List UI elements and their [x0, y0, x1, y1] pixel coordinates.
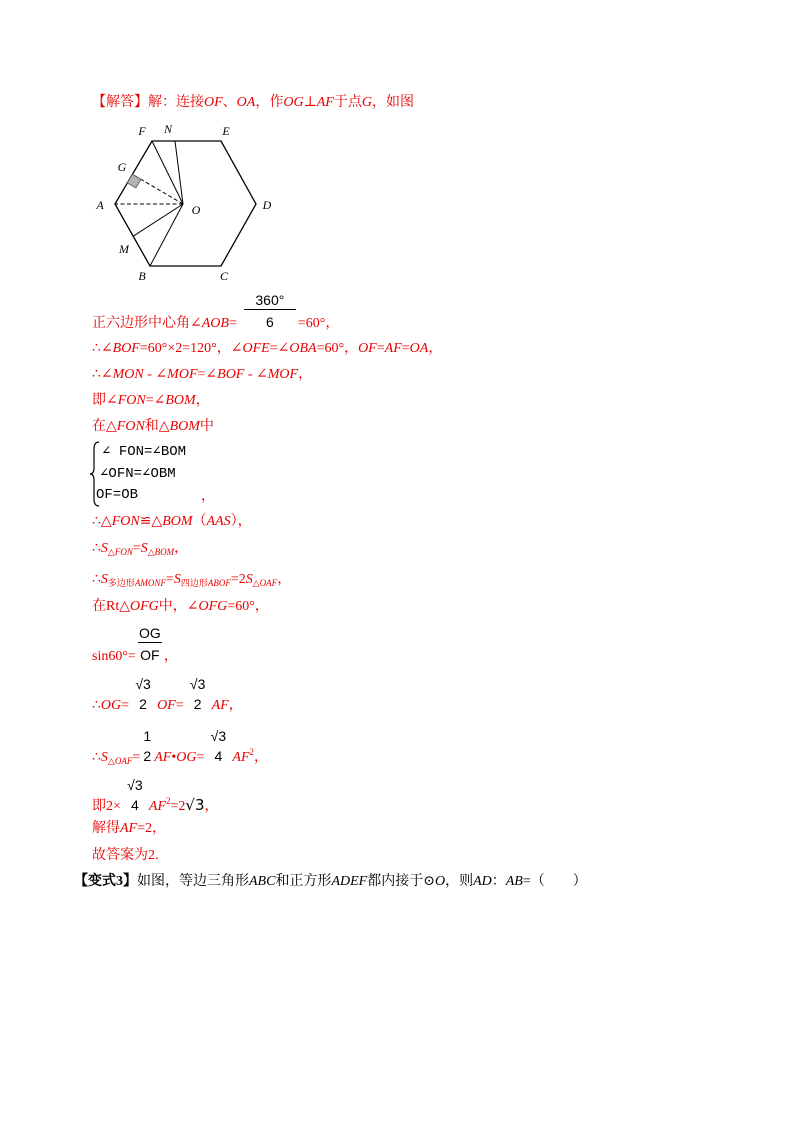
math-variable: OF: [204, 95, 223, 110]
answer-line: [92, 847, 159, 865]
polygon-area-line: [92, 571, 291, 592]
math-variable: OF: [157, 698, 176, 713]
text-run: ∴△: [92, 514, 112, 529]
fraction-denominator: 2: [193, 696, 202, 712]
text-run: ∴: [92, 541, 101, 556]
text-run: 都内接于⊙: [367, 874, 435, 889]
math-variable: OG: [100, 698, 122, 713]
segment-OM: [133, 204, 183, 236]
text-run: ∴: [92, 572, 101, 587]
congruence-line: [92, 513, 252, 531]
math-variable: AF: [211, 698, 229, 713]
fraction-denominator: 4: [131, 797, 139, 813]
angle-equality-line: [92, 392, 210, 410]
system-row-3: OF=OB: [96, 487, 139, 503]
fraction: [138, 625, 162, 664]
math-variable: OFE: [242, 341, 270, 356]
subscript: △FON: [107, 547, 133, 557]
text-run: ≌△: [139, 514, 163, 529]
text-run: ），: [230, 514, 252, 529]
answer-blank: =（ ）: [522, 874, 587, 889]
text-run: ：: [491, 874, 506, 889]
text-run: ，作: [255, 95, 284, 110]
fraction-numerator: √3: [210, 728, 227, 744]
math-variable: OG: [283, 95, 304, 110]
point-label-B: B: [138, 269, 146, 283]
point-label-D: D: [262, 198, 272, 212]
text-run: 在Rt△: [92, 599, 130, 614]
math-variable: BOM: [169, 419, 200, 434]
text-run: =60°，: [316, 341, 359, 356]
superscript: 2: [249, 747, 255, 757]
point-label-N: N: [163, 122, 173, 136]
fraction-denominator: 4: [214, 748, 223, 764]
og-length-line: [92, 676, 243, 715]
system-row-1: ∠ FON=∠BOM: [102, 444, 187, 460]
text-run: =2: [230, 572, 246, 587]
subscript: AMONF: [134, 578, 166, 588]
segment-OB: [150, 204, 183, 266]
triangles-intro-line: [92, 418, 214, 436]
text-run: ，: [298, 367, 313, 382]
point-label-F: F: [138, 124, 146, 138]
text-run: sin60°=: [92, 649, 136, 664]
text-run: =: [132, 750, 141, 765]
math-variable: S: [100, 572, 108, 587]
text-run: 【解答】解：连接: [92, 95, 204, 110]
text-run: ，: [195, 393, 210, 408]
area-equation-line: [92, 777, 219, 816]
segment-OF: [152, 141, 183, 204]
text-run: =: [121, 698, 130, 713]
fraction-numerator: 360°: [244, 292, 296, 310]
text-run: 中: [199, 419, 214, 434]
fraction: [123, 777, 147, 814]
math-variable: OG: [176, 750, 197, 765]
fraction-numerator: √3: [135, 676, 151, 692]
system-tail-comma: ，: [201, 489, 215, 504]
text-run: 和正方形: [275, 874, 332, 889]
math-variable: ADEF: [331, 874, 368, 889]
math-variable: FON: [116, 419, 145, 434]
subscript: △OAF: [107, 756, 133, 766]
text-run: =2: [170, 799, 186, 814]
text-run: ⊥: [303, 95, 317, 110]
math-variable: OFG: [130, 599, 159, 614]
text-run: ，如图: [371, 95, 414, 110]
segment-ON: [175, 141, 183, 204]
square-root-expression: √3: [185, 796, 205, 814]
point-label-G: G: [117, 160, 127, 174]
text-run: 即∠: [92, 393, 118, 408]
text-run: 、: [222, 95, 237, 110]
math-variable: FON: [117, 393, 146, 408]
math-variable: S: [100, 541, 108, 556]
text-run: 中，∠: [158, 599, 199, 614]
text-run: =∠: [269, 341, 290, 356]
text-run: 故答案为2.: [92, 848, 159, 863]
math-variable: G: [361, 95, 372, 110]
math-variable: FON: [111, 514, 140, 529]
text-run: =: [165, 572, 174, 587]
text-run: ∴∠: [92, 341, 113, 356]
system-row-2: ∠OFN=∠OBM: [100, 466, 176, 482]
math-variable: BOM: [162, 514, 193, 529]
math-variable: AF: [316, 95, 334, 110]
text-run: =60°，: [297, 316, 340, 331]
math-variable: O: [434, 874, 446, 889]
text-run: ∴: [92, 750, 101, 765]
fraction-denominator: 6: [265, 314, 274, 330]
math-variable: AF: [148, 799, 167, 814]
math-variable: S: [140, 541, 148, 556]
superscript: 2: [166, 796, 171, 806]
fraction: [186, 676, 210, 713]
math-variable: BOF: [112, 341, 140, 356]
fraction-numerator: OG: [138, 625, 161, 641]
text-run: （: [192, 514, 207, 529]
solution-intro-line: [92, 94, 414, 112]
text-run: =∠: [145, 393, 166, 408]
math-variable: MON: [112, 367, 144, 382]
subscript: 多边形: [107, 578, 135, 588]
math-variable: MOF: [267, 367, 299, 382]
math-variable: AB: [505, 874, 523, 889]
subscript: △OAF: [252, 578, 278, 588]
variant-question: [74, 873, 587, 891]
math-variable: BOF: [217, 367, 245, 382]
text-run: ，: [428, 341, 443, 356]
math-variable: OBA: [289, 341, 317, 356]
point-label-O: O: [191, 203, 201, 217]
point-label-A: A: [96, 198, 104, 212]
text-run: ∴: [92, 698, 101, 713]
central-angle-line: [92, 292, 340, 333]
text-run: ，: [204, 799, 219, 814]
math-variable: AOB: [201, 316, 229, 331]
fraction: [131, 676, 155, 713]
point-label-C: C: [219, 269, 229, 283]
text-run: =∠: [197, 367, 218, 382]
math-variable: OA: [409, 341, 429, 356]
math-variable: MOF: [167, 367, 198, 382]
math-variable: S: [245, 572, 253, 587]
subscript: 四边形: [180, 578, 208, 588]
fraction-denominator: 2: [139, 696, 147, 712]
text-run: ，: [174, 541, 189, 556]
angle-difference-line: [92, 366, 312, 384]
text-run: - ∠: [244, 367, 268, 382]
text-run: ，: [277, 572, 292, 587]
text-run: 解得: [92, 821, 120, 836]
text-run: ，: [254, 750, 269, 765]
text-run: =: [376, 341, 385, 356]
math-variable: AAS: [206, 514, 231, 529]
fraction: [142, 728, 152, 765]
math-variable: ABC: [249, 874, 276, 889]
text-run: 如图，等边三角形: [137, 874, 249, 889]
text-run: =60°×2=120°，∠: [139, 341, 243, 356]
subscript: △BOM: [147, 547, 175, 557]
angle-values-line: [92, 340, 442, 358]
text-run: •: [171, 750, 177, 765]
math-variable: AF: [232, 750, 250, 765]
math-variable: AF: [384, 341, 402, 356]
sine-line: [92, 625, 178, 666]
text-run: =60°，: [227, 599, 269, 614]
text-run: 于点: [333, 95, 362, 110]
fraction-denominator: 2: [143, 748, 152, 764]
fraction-numerator: √3: [189, 676, 206, 692]
math-variable: OA: [236, 95, 256, 110]
triangle-area-line: [92, 728, 269, 770]
right-angle-mark: [127, 174, 141, 188]
text-run: =: [228, 316, 237, 331]
math-variable: AD: [473, 874, 492, 889]
text-run: =: [132, 541, 141, 556]
text-run: 和△: [144, 419, 170, 434]
solve-line: [92, 820, 166, 838]
text-run: 正六边形中心角∠: [92, 316, 202, 331]
text-run: =: [196, 750, 205, 765]
area-equality-line: [92, 540, 188, 561]
math-variable: BOM: [165, 393, 196, 408]
subscript: ABOF: [207, 578, 231, 588]
math-variable: OFG: [198, 599, 228, 614]
fraction-denominator: OF: [140, 647, 160, 663]
text-run: ，: [228, 698, 243, 713]
text-run: 即2×: [92, 799, 121, 814]
math-variable: AF: [120, 821, 138, 836]
hexagon-diagram: [88, 118, 280, 288]
fraction: [206, 728, 230, 765]
text-run: - ∠: [143, 367, 168, 382]
fraction: [244, 292, 296, 331]
math-variable: AF: [154, 750, 172, 765]
fraction-numerator: 1: [143, 728, 152, 744]
math-variable: OF: [358, 341, 377, 356]
text-run: ，: [163, 649, 178, 664]
right-triangle-line: [92, 598, 269, 616]
text-run: ∴∠: [92, 367, 113, 382]
fraction-numerator: √3: [127, 777, 143, 793]
text-run: =2，: [137, 821, 167, 836]
text-run: ，则: [445, 874, 474, 889]
text-run: 在△: [92, 419, 117, 434]
text-run: =: [401, 341, 410, 356]
text-run: =: [175, 698, 184, 713]
point-label-M: M: [119, 242, 129, 256]
math-variable: S: [100, 750, 108, 765]
point-label-E: E: [222, 124, 230, 138]
math-variable: S: [173, 572, 181, 587]
variant-heading: 【变式3】: [74, 874, 137, 889]
